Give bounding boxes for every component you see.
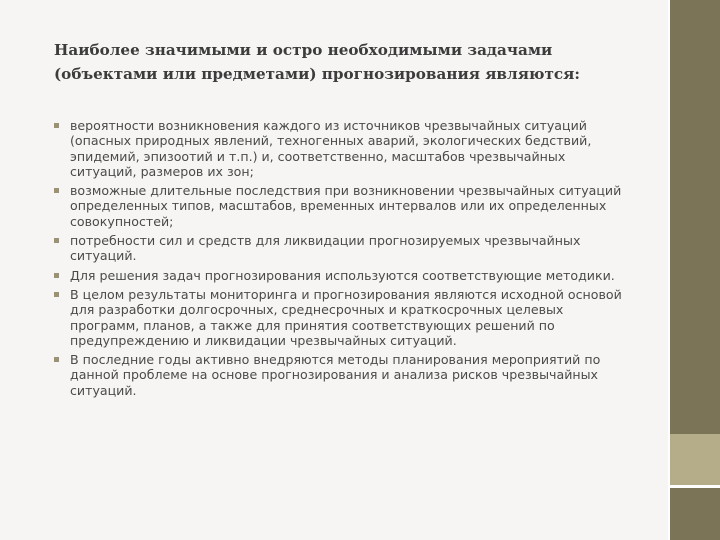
side-band-gap [670, 485, 720, 488]
square-bullet-icon [54, 238, 59, 243]
bullet-item-6 [54, 352, 634, 398]
bullet-text: возможные длительные последствия при возникновении чрезвычайных ситуаций определенных типов, масштабов, временных интервалов или их определенных совокупностей; [70, 183, 622, 229]
bullet-item-1 [54, 118, 634, 179]
slide-title: Наиболее значимыми и остро необходимыми задачами (объектами или предметами) прогнозирования являются: [54, 41, 580, 83]
bullet-item-3 [54, 233, 634, 264]
bullet-list [54, 118, 634, 402]
side-decorative-band [670, 434, 720, 485]
bullet-item-5 [54, 287, 634, 348]
square-bullet-icon [54, 123, 59, 128]
square-bullet-icon [54, 188, 59, 193]
bullet-text: В последние годы активно внедряются методы планирования мероприятий по данной проблеме на основе прогнозирования и анализа рисков чрезвычайных ситуаций. [70, 352, 601, 398]
square-bullet-icon [54, 292, 59, 297]
bullet-text: В целом результаты мониторинга и прогнозирования являются исходной основой для разработки долгосрочных, среднесрочных и краткосрочных целевых программ, планов, а также для принятия соответствующих решений по предупреждению и ликвидации чрезвычайных ситуаций. [70, 286, 622, 348]
bullet-item-4 [54, 268, 634, 283]
square-bullet-icon [54, 357, 59, 362]
bullet-text: потребности сил и средств для ликвидации прогнозируемых чрезвычайных ситуаций. [70, 233, 581, 264]
square-bullet-icon [54, 273, 59, 278]
bullet-text: вероятности возникновения каждого из источников чрезвычайных ситуаций (опасных природных явлений, техногенных аварий, экологических бедствий, эпидемий, эпизоотий и т.п.) и, соответственно, масштабов чрезвычайных ситуаций, размеров их зон; [70, 118, 592, 179]
bullet-item-2 [54, 183, 634, 229]
bullet-text: Для решения задач прогнозирования используются соответствующие методики. [70, 267, 615, 283]
